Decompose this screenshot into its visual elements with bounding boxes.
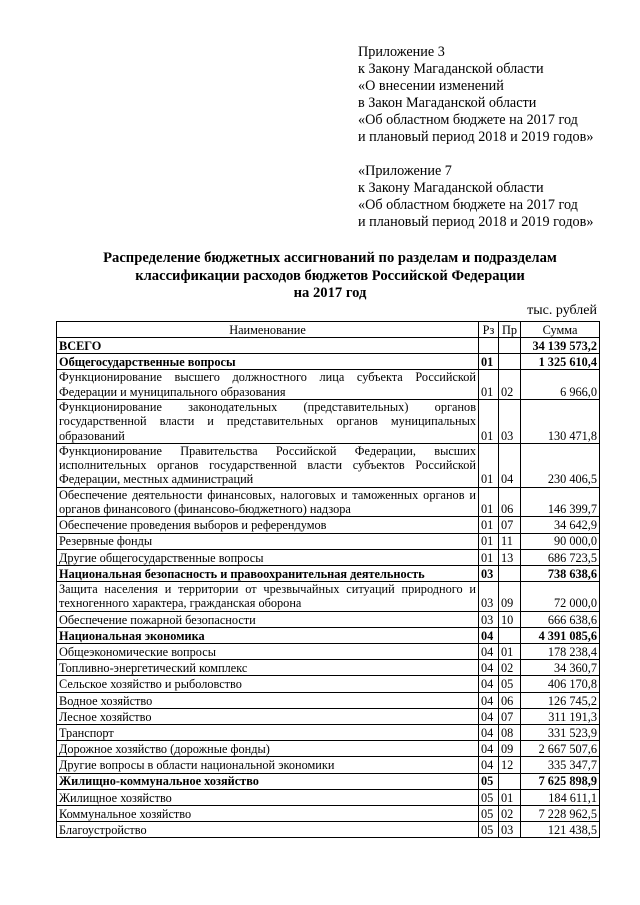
table-row	[57, 725, 600, 741]
cell-pr: 12	[499, 757, 521, 773]
cell-pr	[499, 565, 521, 581]
cell-pr: 13	[499, 549, 521, 565]
title-line: на 2017 год	[293, 285, 367, 301]
table-section-row	[57, 354, 600, 370]
cell-sum: 90 000,0	[521, 533, 600, 549]
cell-pr: 02	[499, 805, 521, 821]
cell-rz: 03	[479, 582, 499, 612]
title-line: Распределение бюджетных ассигнований по разделам и подразделам	[103, 250, 557, 266]
cell-rz: 01	[479, 549, 499, 565]
cell-name: Другие общегосударственные вопросы	[57, 549, 479, 565]
cell-rz: 01	[479, 354, 499, 370]
table-row	[57, 692, 600, 708]
cell-sum: 34 642,9	[521, 517, 600, 533]
cell-sum: 130 471,8	[521, 399, 600, 443]
cell-pr: 03	[499, 822, 521, 838]
cell-name: Жилищно-коммунальное хозяйство	[57, 773, 479, 789]
cell-sum: 331 523,9	[521, 725, 600, 741]
cell-pr: 02	[499, 370, 521, 400]
header-rz: Рз	[479, 322, 499, 338]
cell-rz: 01	[479, 487, 499, 517]
cell-name: Дорожное хозяйство (дорожные фонды)	[57, 741, 479, 757]
appendix-block-7	[358, 163, 593, 231]
cell-pr	[499, 627, 521, 643]
table-row	[57, 757, 600, 773]
cell-pr: 10	[499, 611, 521, 627]
cell-sum: 1 325 610,4	[521, 354, 600, 370]
cell-sum: 126 745,2	[521, 692, 600, 708]
cell-pr: 03	[499, 399, 521, 443]
appendix-line: и плановый период 2018 и 2019 годов»	[358, 129, 594, 145]
cell-rz: 01	[479, 533, 499, 549]
table-row	[57, 822, 600, 838]
budget-table	[56, 321, 600, 838]
cell-rz: 04	[479, 708, 499, 724]
table-row	[57, 533, 600, 549]
cell-rz: 01	[479, 399, 499, 443]
units-label: тыс. рублей	[527, 303, 597, 318]
cell-name: Национальная безопасность и правоохранительная деятельность	[57, 565, 479, 581]
cell-pr: 08	[499, 725, 521, 741]
cell-rz: 04	[479, 676, 499, 692]
table-body	[57, 338, 600, 838]
cell-pr: 07	[499, 517, 521, 533]
cell-sum: 34 360,7	[521, 660, 600, 676]
cell-rz: 01	[479, 370, 499, 400]
table-row	[57, 370, 600, 400]
table-row	[57, 708, 600, 724]
table-row	[57, 611, 600, 627]
cell-name: Коммунальное хозяйство	[57, 805, 479, 821]
table-header-row	[57, 322, 600, 338]
table-row	[57, 741, 600, 757]
cell-sum: 4 391 085,6	[521, 627, 600, 643]
cell-name: Топливно-энергетический комплекс	[57, 660, 479, 676]
cell-pr: 01	[499, 789, 521, 805]
cell-rz: 04	[479, 692, 499, 708]
cell-sum: 666 638,6	[521, 611, 600, 627]
cell-name: Обеспечение проведения выборов и референдумов	[57, 517, 479, 533]
appendix-line: в Закон Магаданской области	[358, 95, 537, 111]
cell-sum: 686 723,5	[521, 549, 600, 565]
appendix-line: и плановый период 2018 и 2019 годов»	[358, 214, 594, 230]
appendix-line: «О внесении изменений	[358, 78, 504, 94]
table-row	[57, 549, 600, 565]
cell-rz: 01	[479, 443, 499, 487]
cell-pr	[499, 338, 521, 354]
cell-name: Водное хозяйство	[57, 692, 479, 708]
cell-sum: 230 406,5	[521, 443, 600, 487]
cell-name: Обеспечение деятельности финансовых, налоговых и таможенных органов и органов финансового (финансово-бюджетного) надзора	[57, 487, 479, 517]
cell-pr: 02	[499, 660, 521, 676]
cell-sum: 7 625 898,9	[521, 773, 600, 789]
cell-sum: 311 191,3	[521, 708, 600, 724]
cell-name: Национальная экономика	[57, 627, 479, 643]
cell-sum: 178 238,4	[521, 644, 600, 660]
cell-rz: 04	[479, 741, 499, 757]
cell-rz: 04	[479, 757, 499, 773]
cell-pr: 06	[499, 487, 521, 517]
cell-rz: 04	[479, 627, 499, 643]
document-title	[60, 250, 600, 303]
cell-rz: 04	[479, 644, 499, 660]
table-row	[57, 443, 600, 487]
table-row	[57, 789, 600, 805]
cell-sum: 2 667 507,6	[521, 741, 600, 757]
cell-pr: 06	[499, 692, 521, 708]
cell-sum: 72 000,0	[521, 582, 600, 612]
table-section-row	[57, 338, 600, 354]
cell-rz	[479, 338, 499, 354]
cell-name: Жилищное хозяйство	[57, 789, 479, 805]
cell-rz: 05	[479, 822, 499, 838]
cell-name: ВСЕГО	[57, 338, 479, 354]
table-row	[57, 487, 600, 517]
cell-name: Резервные фонды	[57, 533, 479, 549]
title-line: классификации расходов бюджетов Российской Федерации	[135, 267, 525, 284]
appendix-line: Приложение 3	[358, 44, 445, 60]
appendix-line: к Закону Магаданской области	[358, 61, 544, 77]
cell-pr: 04	[499, 443, 521, 487]
cell-sum: 184 611,1	[521, 789, 600, 805]
cell-name: Защита населения и территории от чрезвычайных ситуаций природного и техногенного характера, гражданская оборона	[57, 582, 479, 612]
cell-pr: 05	[499, 676, 521, 692]
cell-name: Другие вопросы в области национальной экономики	[57, 757, 479, 773]
cell-name: Общегосударственные вопросы	[57, 354, 479, 370]
cell-rz: 03	[479, 611, 499, 627]
cell-sum: 335 347,7	[521, 757, 600, 773]
header-sum: Сумма	[521, 322, 600, 338]
table-row	[57, 582, 600, 612]
appendix-line: «Приложение 7	[358, 163, 452, 179]
table-row	[57, 399, 600, 443]
cell-name: Транспорт	[57, 725, 479, 741]
cell-name: Лесное хозяйство	[57, 708, 479, 724]
table-row	[57, 644, 600, 660]
appendix-line: к Закону Магаданской области	[358, 180, 544, 196]
cell-sum: 34 139 573,2	[521, 338, 600, 354]
cell-sum: 7 228 962,5	[521, 805, 600, 821]
cell-rz: 05	[479, 789, 499, 805]
cell-sum: 146 399,7	[521, 487, 600, 517]
header-pr: Пр	[499, 322, 521, 338]
cell-sum: 6 966,0	[521, 370, 600, 400]
appendix-header	[358, 44, 593, 231]
cell-rz: 05	[479, 805, 499, 821]
cell-sum: 738 638,6	[521, 565, 600, 581]
table-row	[57, 660, 600, 676]
cell-name: Общеэкономические вопросы	[57, 644, 479, 660]
cell-rz: 01	[479, 517, 499, 533]
cell-pr: 01	[499, 644, 521, 660]
cell-sum: 406 170,8	[521, 676, 600, 692]
appendix-line: «Об областном бюджете на 2017 год	[358, 197, 578, 213]
table-section-row	[57, 773, 600, 789]
cell-pr: 11	[499, 533, 521, 549]
cell-rz: 04	[479, 725, 499, 741]
cell-pr	[499, 773, 521, 789]
cell-rz: 05	[479, 773, 499, 789]
cell-pr	[499, 354, 521, 370]
cell-name: Функционирование законодательных (представительных) органов государственной власти и представительных органов муниципальных образований	[57, 399, 479, 443]
table-section-row	[57, 565, 600, 581]
cell-sum: 121 438,5	[521, 822, 600, 838]
table-row	[57, 517, 600, 533]
cell-name: Функционирование высшего должностного лица субъекта Российской Федерации и муниципального образования	[57, 370, 479, 400]
cell-rz: 03	[479, 565, 499, 581]
cell-pr: 09	[499, 741, 521, 757]
table-section-row	[57, 627, 600, 643]
cell-pr: 09	[499, 582, 521, 612]
appendix-line: «Об областном бюджете на 2017 год	[358, 112, 578, 128]
cell-name: Обеспечение пожарной безопасности	[57, 611, 479, 627]
cell-pr: 07	[499, 708, 521, 724]
header-name: Наименование	[57, 322, 479, 338]
cell-name: Функционирование Правительства Российской Федерации, высших исполнительных органов государственной власти субъектов Российской Федерации, местных администраций	[57, 443, 479, 487]
cell-name: Благоустройство	[57, 822, 479, 838]
appendix-block-3	[358, 44, 593, 146]
table-row	[57, 676, 600, 692]
table-row	[57, 805, 600, 821]
cell-rz: 04	[479, 660, 499, 676]
cell-name: Сельское хозяйство и рыболовство	[57, 676, 479, 692]
